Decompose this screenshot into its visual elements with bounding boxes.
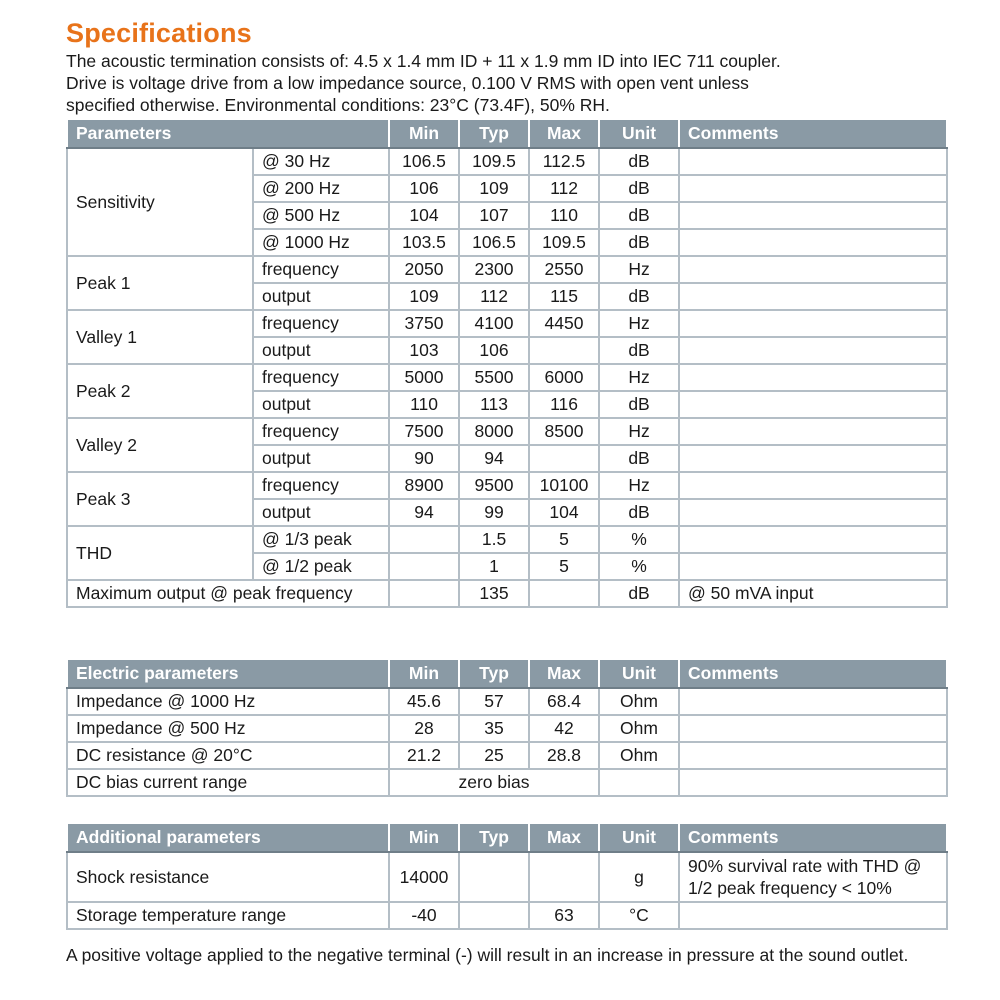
unit-cell: dB: [599, 337, 679, 364]
table-row: [67, 580, 947, 607]
bias-value: zero bias: [389, 769, 599, 796]
unit-cell: g: [599, 852, 679, 902]
min-cell: 109: [389, 283, 459, 310]
min-cell: 45.6: [389, 688, 459, 715]
unit-cell: dB: [599, 499, 679, 526]
unit-cell: %: [599, 526, 679, 553]
max-cell: 4450: [529, 310, 599, 337]
parameter-name: THD: [67, 526, 253, 580]
comment-cell: [679, 499, 947, 526]
comment-cell: [679, 742, 947, 769]
comment-cell: [679, 445, 947, 472]
comment-cell: [679, 553, 947, 580]
comment-cell: [679, 526, 947, 553]
table-row: [67, 742, 947, 769]
comment-cell: [679, 175, 947, 202]
comment-cell: [679, 391, 947, 418]
header-min: Min: [389, 120, 459, 148]
min-cell: [389, 526, 459, 553]
condition-cell: @ 500 Hz: [253, 202, 389, 229]
header-max: Max: [529, 120, 599, 148]
comment-cell: [679, 688, 947, 715]
parameter-name: Impedance @ 500 Hz: [67, 715, 389, 742]
parameter-name: DC resistance @ 20°C: [67, 742, 389, 769]
unit-cell: Ohm: [599, 715, 679, 742]
table-row: [67, 769, 947, 796]
min-cell: 106.5: [389, 148, 459, 175]
parameter-name: Valley 1: [67, 310, 253, 364]
max-cell: 112.5: [529, 148, 599, 175]
typ-cell: 57: [459, 688, 529, 715]
table-row: [67, 715, 947, 742]
typ-cell: 2300: [459, 256, 529, 283]
max-cell: [529, 445, 599, 472]
intro-line: Drive is voltage drive from a low impedance source, 0.100 V RMS with open vent unless: [66, 73, 749, 93]
max-cell: 63: [529, 902, 599, 929]
unit-cell: dB: [599, 229, 679, 256]
condition-cell: frequency: [253, 310, 389, 337]
table-row: [67, 364, 947, 391]
comment-cell: [679, 418, 947, 445]
unit-cell: Hz: [599, 310, 679, 337]
typ-cell: 112: [459, 283, 529, 310]
min-cell: 110: [389, 391, 459, 418]
parameter-name: Storage temperature range: [67, 902, 389, 929]
min-cell: 104: [389, 202, 459, 229]
header-comments: Comments: [679, 120, 947, 148]
typ-cell: 5500: [459, 364, 529, 391]
footnote: A positive voltage applied to the negative terminal (-) will result in an increase in pressure at the sound outlet.: [66, 945, 909, 965]
typ-cell: 9500: [459, 472, 529, 499]
table-row: [67, 418, 947, 445]
max-cell: 109.5: [529, 229, 599, 256]
comment-cell: [679, 364, 947, 391]
table-row: [67, 472, 947, 499]
condition-cell: @ 1/3 peak: [253, 526, 389, 553]
unit-cell: %: [599, 553, 679, 580]
header-comments: Comments: [679, 660, 947, 688]
max-cell: 112: [529, 175, 599, 202]
unit-cell: dB: [599, 148, 679, 175]
comment-cell: [679, 337, 947, 364]
typ-cell: 135: [459, 580, 529, 607]
unit-cell: °C: [599, 902, 679, 929]
min-cell: -40: [389, 902, 459, 929]
parameter-name: Peak 3: [67, 472, 253, 526]
typ-cell: 106: [459, 337, 529, 364]
typ-cell: 109: [459, 175, 529, 202]
condition-cell: output: [253, 445, 389, 472]
min-cell: [389, 580, 459, 607]
max-cell: 116: [529, 391, 599, 418]
max-cell: 68.4: [529, 688, 599, 715]
max-cell: 2550: [529, 256, 599, 283]
min-cell: 3750: [389, 310, 459, 337]
header-parameters: Electric parameters: [67, 660, 389, 688]
comment-cell: [679, 283, 947, 310]
condition-cell: frequency: [253, 364, 389, 391]
condition-cell: @ 30 Hz: [253, 148, 389, 175]
parameter-name: Sensitivity: [67, 148, 253, 256]
typ-cell: 113: [459, 391, 529, 418]
min-cell: 28: [389, 715, 459, 742]
condition-cell: frequency: [253, 418, 389, 445]
table-header-row: [67, 120, 947, 148]
comment-cell: [679, 902, 947, 929]
unit-cell: dB: [599, 202, 679, 229]
acoustic-parameters-table: [66, 120, 948, 608]
header-max: Max: [529, 660, 599, 688]
header-parameters: Parameters: [67, 120, 389, 148]
typ-cell: 1.5: [459, 526, 529, 553]
unit-cell: dB: [599, 283, 679, 310]
max-cell: [529, 852, 599, 902]
table-header-row: [67, 660, 947, 688]
max-cell: 28.8: [529, 742, 599, 769]
min-cell: 2050: [389, 256, 459, 283]
comment-cell: @ 50 mVA input: [679, 580, 947, 607]
typ-cell: 106.5: [459, 229, 529, 256]
max-cell: 115: [529, 283, 599, 310]
header-unit: Unit: [599, 660, 679, 688]
condition-cell: frequency: [253, 256, 389, 283]
comment-cell: [679, 472, 947, 499]
table-row: [67, 688, 947, 715]
unit-cell: [599, 769, 679, 796]
min-cell: 103: [389, 337, 459, 364]
typ-cell: 1: [459, 553, 529, 580]
unit-cell: dB: [599, 175, 679, 202]
min-cell: 5000: [389, 364, 459, 391]
unit-cell: Hz: [599, 256, 679, 283]
condition-cell: output: [253, 283, 389, 310]
header-typ: Typ: [459, 824, 529, 852]
unit-cell: Hz: [599, 364, 679, 391]
unit-cell: Hz: [599, 472, 679, 499]
min-cell: 106: [389, 175, 459, 202]
typ-cell: 25: [459, 742, 529, 769]
unit-cell: Ohm: [599, 688, 679, 715]
parameter-name: Valley 2: [67, 418, 253, 472]
header-parameters: Additional parameters: [67, 824, 389, 852]
condition-cell: @ 1000 Hz: [253, 229, 389, 256]
table-row: [67, 310, 947, 337]
typ-cell: 99: [459, 499, 529, 526]
typ-cell: [459, 902, 529, 929]
additional-parameters-table: [66, 824, 948, 930]
table-row: [67, 148, 947, 175]
table-row: [67, 902, 947, 929]
unit-cell: Ohm: [599, 742, 679, 769]
electric-parameters-table: [66, 660, 948, 797]
header-min: Min: [389, 824, 459, 852]
header-typ: Typ: [459, 120, 529, 148]
comment-cell: [679, 769, 947, 796]
comment-cell: [679, 310, 947, 337]
condition-cell: output: [253, 499, 389, 526]
comment-cell: [679, 256, 947, 283]
header-min: Min: [389, 660, 459, 688]
header-typ: Typ: [459, 660, 529, 688]
page-title: Specifications: [66, 18, 252, 48]
condition-cell: @ 1/2 peak: [253, 553, 389, 580]
min-cell: 8900: [389, 472, 459, 499]
min-cell: 103.5: [389, 229, 459, 256]
max-cell: [529, 580, 599, 607]
min-cell: 7500: [389, 418, 459, 445]
min-cell: 14000: [389, 852, 459, 902]
table-row: [67, 526, 947, 553]
parameter-name: Peak 1: [67, 256, 253, 310]
max-cell: 8500: [529, 418, 599, 445]
parameter-name: Peak 2: [67, 364, 253, 418]
max-cell: 10100: [529, 472, 599, 499]
header-unit: Unit: [599, 120, 679, 148]
max-cell: 42: [529, 715, 599, 742]
max-cell: 110: [529, 202, 599, 229]
max-cell: 104: [529, 499, 599, 526]
min-cell: 94: [389, 499, 459, 526]
condition-cell: @ 200 Hz: [253, 175, 389, 202]
typ-cell: 94: [459, 445, 529, 472]
header-comments: Comments: [679, 824, 947, 852]
header-max: Max: [529, 824, 599, 852]
table-row: [67, 256, 947, 283]
comment-cell: [679, 715, 947, 742]
intro-line: specified otherwise. Environmental conditions: 23°C (73.4F), 50% RH.: [66, 95, 610, 115]
condition-cell: output: [253, 391, 389, 418]
unit-cell: dB: [599, 445, 679, 472]
condition-cell: output: [253, 337, 389, 364]
parameter-name: Shock resistance: [67, 852, 389, 902]
parameter-name: DC bias current range: [67, 769, 389, 796]
min-cell: 21.2: [389, 742, 459, 769]
parameter-name: Maximum output @ peak frequency: [67, 580, 389, 607]
unit-cell: dB: [599, 580, 679, 607]
min-cell: 90: [389, 445, 459, 472]
typ-cell: 35: [459, 715, 529, 742]
comment-cell: [679, 229, 947, 256]
max-cell: 5: [529, 526, 599, 553]
condition-cell: frequency: [253, 472, 389, 499]
intro-text: [66, 50, 946, 116]
header-unit: Unit: [599, 824, 679, 852]
typ-cell: 109.5: [459, 148, 529, 175]
unit-cell: dB: [599, 391, 679, 418]
typ-cell: 4100: [459, 310, 529, 337]
min-cell: [389, 553, 459, 580]
intro-line: The acoustic termination consists of: 4.5 x 1.4 mm ID + 11 x 1.9 mm ID into IEC 711 coupler.: [66, 51, 781, 71]
max-cell: [529, 337, 599, 364]
parameter-name: Impedance @ 1000 Hz: [67, 688, 389, 715]
typ-cell: [459, 852, 529, 902]
table-row: [67, 852, 947, 902]
comment-cell: 90% survival rate with THD @ 1/2 peak frequency < 10%: [679, 852, 947, 902]
comment-cell: [679, 148, 947, 175]
typ-cell: 107: [459, 202, 529, 229]
max-cell: 6000: [529, 364, 599, 391]
typ-cell: 8000: [459, 418, 529, 445]
max-cell: 5: [529, 553, 599, 580]
comment-cell: [679, 202, 947, 229]
unit-cell: Hz: [599, 418, 679, 445]
table-header-row: [67, 824, 947, 852]
